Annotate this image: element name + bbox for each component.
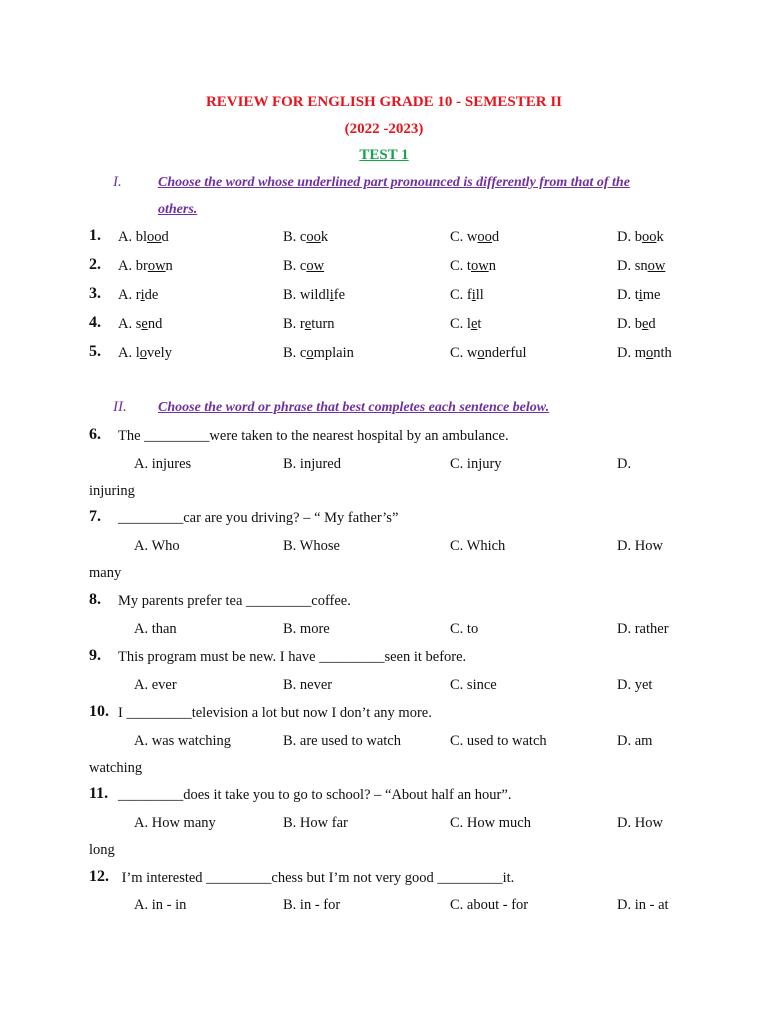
option-text: vely xyxy=(147,345,172,361)
option-wrap-text: injuring xyxy=(89,483,135,499)
option-text: A. s xyxy=(118,316,142,332)
option-c: C. Which xyxy=(450,538,506,554)
question-stem: The _________were taken to the nearest hospital by an ambulance. xyxy=(118,428,509,444)
option-c: C. used to watch xyxy=(450,733,547,749)
question-stem: _________does it take you to go to school? – “About half an hour”. xyxy=(118,787,512,803)
option-d: D. am xyxy=(617,733,653,749)
option-text: A. l xyxy=(118,345,140,361)
option-text: A. bl xyxy=(118,229,147,245)
option-text: n xyxy=(165,258,173,274)
option-text: D. b xyxy=(617,229,642,245)
underlined-part: oo xyxy=(147,229,162,245)
option-c xyxy=(450,316,481,333)
question-number: 6. xyxy=(89,426,101,443)
option-d: D. xyxy=(617,456,632,472)
option-a: A. injures xyxy=(134,456,192,472)
question-stem: My parents prefer tea _________coffee. xyxy=(118,593,351,609)
underlined-part: i xyxy=(329,287,334,303)
underlined-part: o xyxy=(477,345,485,361)
option-a: A. than xyxy=(134,621,177,637)
question-number: 3. xyxy=(89,285,101,302)
question-stem: This program must be new. I have _________seen it before. xyxy=(118,649,467,665)
question-number: 8. xyxy=(89,591,101,608)
option-text: B. c xyxy=(283,229,307,245)
option-b: B. are used to watch xyxy=(283,733,401,749)
option-wrap-text: watching xyxy=(89,760,143,776)
test-heading: TEST 1 xyxy=(359,147,409,163)
option-b: B. more xyxy=(283,621,330,637)
underlined-part: oo xyxy=(641,229,657,245)
underlined-part: i xyxy=(471,287,476,303)
option-d: D. yet xyxy=(617,677,653,693)
option-text: D. t xyxy=(617,287,639,303)
option-text: B. wildl xyxy=(283,287,330,303)
question-number: 7. xyxy=(89,508,101,525)
option-c xyxy=(450,229,499,246)
section1-instruction-line2: others. xyxy=(158,202,198,217)
underlined-part: e xyxy=(304,316,312,332)
option-text: nd xyxy=(147,316,163,332)
underlined-part: i xyxy=(638,287,643,303)
option-text: fe xyxy=(333,287,346,303)
option-wrap-text: many xyxy=(89,565,122,581)
option-a xyxy=(118,258,173,275)
option-d: D. How xyxy=(617,815,663,831)
underlined-part: oo xyxy=(306,229,321,245)
option-d xyxy=(617,229,664,246)
option-text: C. f xyxy=(450,287,472,303)
option-text: mplain xyxy=(313,345,354,361)
underlined-part: o xyxy=(646,345,654,361)
option-c xyxy=(450,345,527,362)
question-number: 2. xyxy=(89,256,101,273)
option-a: A. ever xyxy=(134,677,177,693)
underlined-part: o xyxy=(139,345,147,361)
option-text: D. m xyxy=(617,345,646,361)
option-text: n xyxy=(488,258,496,274)
option-text: A. r xyxy=(118,287,141,303)
option-text: nth xyxy=(653,345,672,361)
question-number: 1. xyxy=(89,227,101,244)
option-text: d xyxy=(161,229,169,245)
question-number: 10. xyxy=(89,703,109,720)
option-d xyxy=(617,258,665,275)
option-c: C. since xyxy=(450,677,497,693)
option-text: turn xyxy=(311,316,335,332)
section1-instruction-line1: Choose the word whose underlined part pronounced is differently from that of the xyxy=(158,175,630,190)
section1-numeral: I. xyxy=(113,174,122,190)
option-d: D. in - at xyxy=(617,897,669,913)
option-a xyxy=(118,287,158,304)
option-text: d xyxy=(491,229,500,245)
option-text: k xyxy=(656,229,664,245)
option-b: B. injured xyxy=(283,456,341,472)
option-text: C. t xyxy=(450,258,471,274)
underlined-part: e xyxy=(470,316,478,332)
option-b xyxy=(283,345,354,362)
option-text: A. br xyxy=(118,258,148,274)
underlined-part: e xyxy=(641,316,649,332)
option-a: A. Who xyxy=(134,538,180,554)
option-d: D. How xyxy=(617,538,663,554)
option-d xyxy=(617,345,672,362)
option-text: de xyxy=(144,287,159,303)
option-text: C. w xyxy=(450,229,478,245)
question-stem: I _________television a lot but now I don’t any more. xyxy=(118,705,432,721)
underlined-part: ow xyxy=(306,258,325,274)
option-a: A. How many xyxy=(134,815,216,831)
option-wrap-text: long xyxy=(89,842,115,858)
option-c: C. about - for xyxy=(450,897,529,913)
option-c: C. injury xyxy=(450,456,502,472)
option-text: t xyxy=(477,316,482,332)
question-stem: I’m interested _________chess but I’m not very good _________it. xyxy=(118,870,515,886)
option-text: D. sn xyxy=(617,258,648,274)
section2-instruction: Choose the word or phrase that best completes each sentence below. xyxy=(158,400,550,415)
option-a: A. was watching xyxy=(134,733,232,749)
question-number: 5. xyxy=(89,343,101,360)
option-d xyxy=(617,287,661,304)
question-number: 11. xyxy=(89,785,109,802)
question-number: 4. xyxy=(89,314,101,331)
option-text: B. c xyxy=(283,345,307,361)
option-b: B. in - for xyxy=(283,897,341,913)
option-b xyxy=(283,287,345,304)
option-d xyxy=(617,316,656,333)
underlined-part: ow xyxy=(470,258,489,274)
document-title: REVIEW FOR ENGLISH GRADE 10 - SEMESTER II xyxy=(205,94,563,110)
underlined-part: i xyxy=(140,287,145,303)
option-text: k xyxy=(320,229,329,245)
option-text: nderful xyxy=(484,345,527,361)
option-text: C. l xyxy=(450,316,471,332)
underlined-part: ow xyxy=(147,258,166,274)
option-b: B. How far xyxy=(283,815,348,831)
option-a xyxy=(118,345,172,362)
option-d: D. rather xyxy=(617,621,669,637)
option-text: B. r xyxy=(283,316,305,332)
option-c xyxy=(450,287,484,304)
option-text: me xyxy=(642,287,661,303)
option-text: C. w xyxy=(450,345,478,361)
option-c xyxy=(450,258,496,275)
option-text: B. c xyxy=(283,258,307,274)
option-a: A. in - in xyxy=(134,897,187,913)
option-b xyxy=(283,258,324,275)
option-a xyxy=(118,229,169,246)
question-number: 12. xyxy=(89,868,109,885)
question-stem: _________car are you driving? – “ My father’s” xyxy=(118,510,399,526)
option-text: ll xyxy=(475,287,484,303)
option-c: C. to xyxy=(450,621,479,637)
option-b xyxy=(283,316,335,333)
option-text: d xyxy=(648,316,656,332)
option-c: C. How much xyxy=(450,815,531,831)
option-b: B. never xyxy=(283,677,333,693)
document-years: (2022 -2023) xyxy=(344,121,424,137)
option-a xyxy=(118,316,162,333)
question-number: 9. xyxy=(89,647,101,664)
option-text: D. b xyxy=(617,316,642,332)
section2-numeral: II. xyxy=(113,399,127,415)
underlined-part: oo xyxy=(477,229,492,245)
option-b xyxy=(283,229,328,246)
underlined-part: ow xyxy=(647,258,666,274)
underlined-part: o xyxy=(306,345,314,361)
option-b: B. Whose xyxy=(283,538,340,554)
underlined-part: e xyxy=(141,316,148,332)
